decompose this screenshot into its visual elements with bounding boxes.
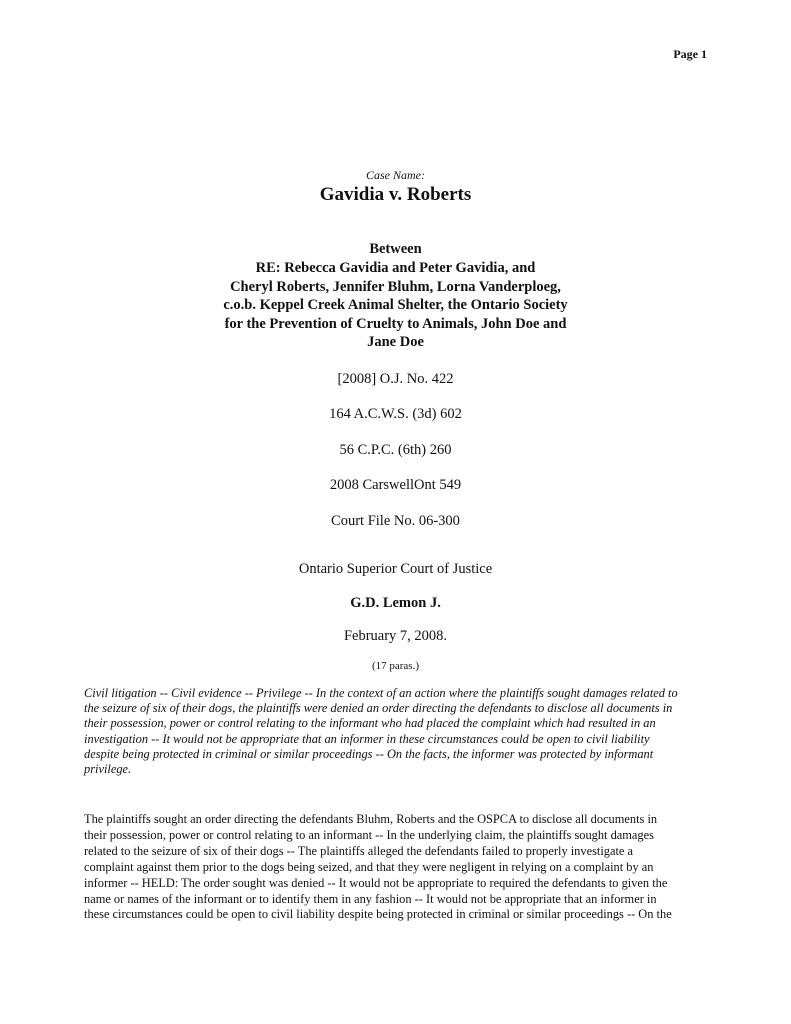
judge-name: G.D. Lemon J. xyxy=(350,595,441,611)
summary-line: their possession, power or control relating to an informant -- In the underlying claim, the plaintiffs sought damages xyxy=(84,827,654,842)
citation-carswell: 2008 CarswellOnt 549 xyxy=(329,477,462,493)
court-name: Ontario Superior Court of Justice xyxy=(298,561,493,577)
summary-line: related to the seizure of six of their dogs -- The plaintiffs alleged the defendants failed to properly investigate a xyxy=(84,843,634,858)
headnote-line: despite being protected in criminal or similar proceedings -- On the facts, the informer was protected by informant xyxy=(84,746,654,761)
headnote-line: investigation -- It would not be appropriate that an informer in these circumstances could be open to civil liability xyxy=(84,731,650,746)
headnote-line: the seizure of six of their dogs, the plaintiffs were denied an order directing the defendants to disclose all documents in xyxy=(84,701,673,716)
citation-acws: 164 A.C.W.S. (3d) 602 xyxy=(329,406,462,422)
parties xyxy=(0,259,791,352)
citation-oj: [2008] O.J. No. 422 xyxy=(337,371,454,387)
page-number: Page 1 xyxy=(673,47,707,61)
citation-cpc: 56 C.P.C. (6th) 260 xyxy=(339,442,452,458)
parties-line: c.o.b. Keppel Creek Animal Shelter, the Ontario Society xyxy=(223,297,568,313)
between-heading: Between xyxy=(369,241,422,257)
summary-line: complaint against them prior to the dogs being seized, and that they were negligent in relying on a complaint by an xyxy=(84,859,654,874)
paragraph-count: (17 paras.) xyxy=(371,660,420,672)
court-file-number: Court File No. 06-300 xyxy=(331,513,460,529)
decision-date: February 7, 2008. xyxy=(343,628,448,644)
parties-line: RE: Rebecca Gavidia and Peter Gavidia, and xyxy=(255,260,536,276)
headnote xyxy=(84,686,709,777)
summary-line: these circumstances could be open to civil liability despite being protected in criminal or similar proceedings -- On the xyxy=(84,907,672,922)
headnote-line: privilege. xyxy=(84,762,132,777)
parties-line: Jane Doe xyxy=(367,334,424,350)
headnote-line: their possession, power or control relating to the informant who had placed the complaint which had resulted in an xyxy=(84,716,656,731)
parties-line: Cheryl Roberts, Jennifer Bluhm, Lorna Vanderploeg, xyxy=(230,278,561,295)
parties-line: for the Prevention of Cruelty to Animals, John Doe and xyxy=(224,315,567,332)
summary xyxy=(84,812,714,923)
headnote-line: Civil litigation -- Civil evidence -- Privilege -- In the context of an action where the plaintiffs sought damages related to xyxy=(84,686,678,700)
summary-line: informer -- HELD: The order sought was denied -- It would not be appropriate to required the defendants to given the xyxy=(84,875,668,890)
case-name-label: Case Name: xyxy=(366,168,425,182)
summary-line: name or names of the informant or to identify them in any fashion -- It would not be appropriate that an informer in xyxy=(84,891,657,906)
summary-line: The plaintiffs sought an order directing the defendants Bluhm, Roberts and the OSPCA to disclose all documents in xyxy=(84,812,658,826)
case-title: Gavidia v. Roberts xyxy=(319,184,472,205)
